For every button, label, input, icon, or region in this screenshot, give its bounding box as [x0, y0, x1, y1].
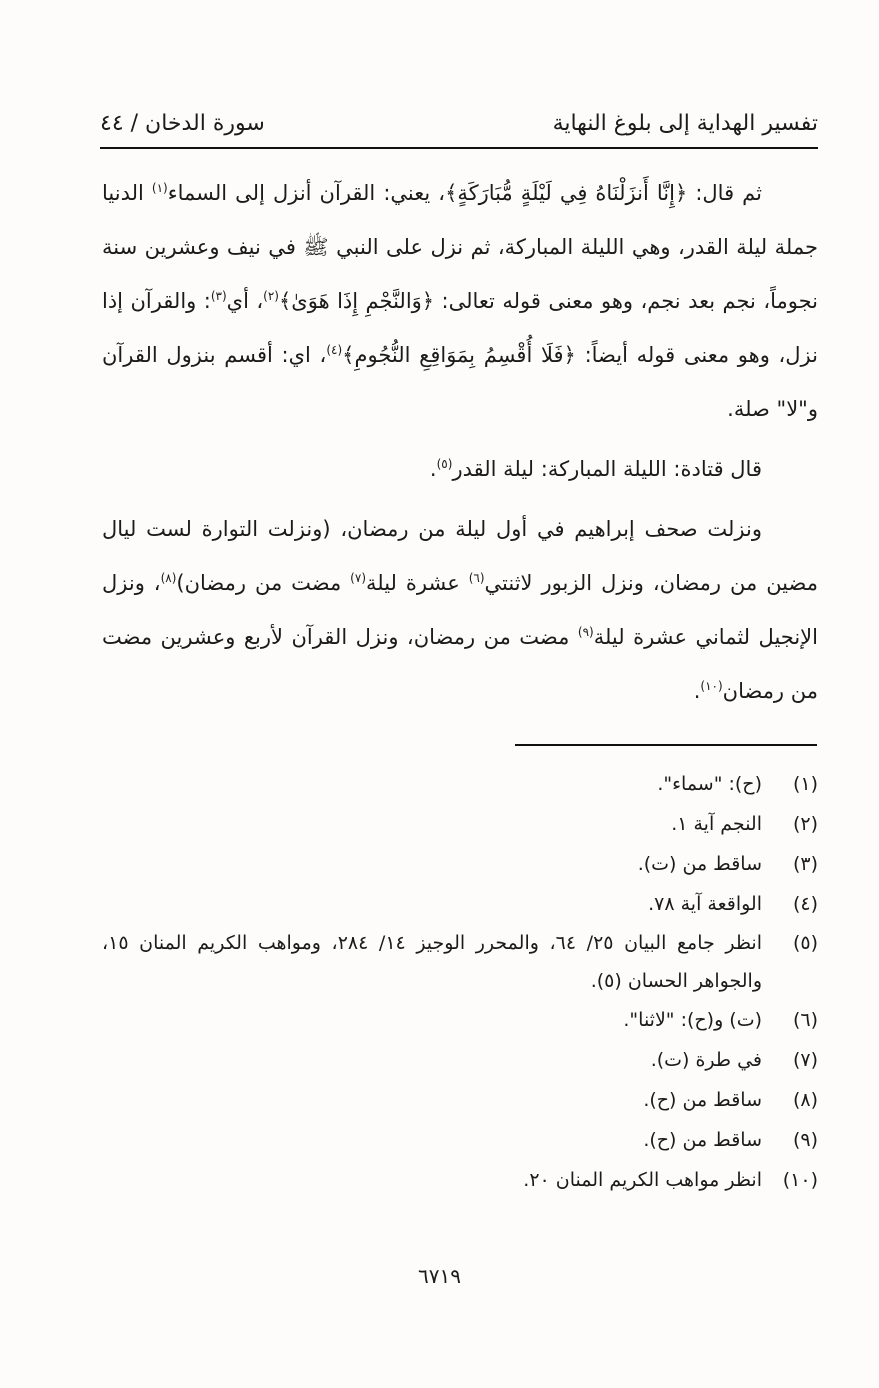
text-run: : والقرآن إذا نزل، وهو معنى قوله أيضاً:	[102, 289, 818, 367]
footnote-number: (٥)	[792, 932, 818, 954]
book-title: تفسير الهداية إلى بلوغ النهاية	[552, 111, 818, 136]
footnote-item	[102, 804, 818, 844]
paragraph-2	[102, 442, 818, 496]
footnote-item	[102, 1120, 818, 1160]
text-run: .	[693, 679, 701, 703]
text-run: ، اي: أقسم بنزول القرآن و"لا" صلة.	[102, 343, 818, 421]
footnote-ref-3[interactable]: (٣)	[210, 289, 227, 303]
quran-verse-1: ﴿إِنَّا أَنزَلْنَاهُ فِي لَيْلَةٍ مُّبَارَكَةٍ﴾	[445, 181, 688, 205]
text-run: الدنيا جملة ليلة القدر، وهي الليلة المباركة، ثم نزل على النبي ﷺ في نيف وعشرين سنة نجوماً، نجم بعد نجم، وهو معنى قوله تعالى:	[102, 181, 818, 313]
footnote-number: (٩)	[792, 1129, 818, 1151]
footnote-number: (٧)	[792, 1049, 818, 1071]
footnote-number: (٦)	[792, 1009, 818, 1031]
footnote-separator	[515, 744, 817, 746]
footnote-number: (٢)	[792, 813, 818, 835]
footnote-item	[102, 1160, 818, 1200]
quran-verse-3: ﴿فَلَا أُقْسِمُ بِمَوَاقِعِ النُّجُومِ﴾	[342, 343, 576, 367]
text-run: مضت من رمضان)	[176, 571, 351, 595]
text-run: مضت من رمضان، ونزل القرآن لأربع وعشرين مضت من رمضان	[102, 625, 818, 703]
paragraph-3	[102, 502, 818, 718]
footnote-ref-10[interactable]: (١٠)	[700, 679, 723, 693]
footnote-ref-1[interactable]: (١)	[151, 181, 168, 195]
footnote-ref-6[interactable]: (٦)	[468, 571, 485, 585]
footnote-text: انظر مواهب الكريم المنان ٢٠.	[523, 1169, 762, 1191]
page-number: ٦٧١٩	[418, 1264, 461, 1288]
footnote-text: ساقط من (ح).	[643, 1129, 762, 1151]
footnote-text: (ت) و(ح): "لاثنا".	[623, 1009, 762, 1031]
footnote-number: (٨)	[792, 1089, 818, 1111]
footnote-ref-7[interactable]: (٧)	[350, 571, 366, 585]
footnote-item	[102, 884, 818, 924]
header-rule	[100, 147, 818, 149]
footnote-ref-4[interactable]: (٤)	[326, 343, 343, 357]
footnote-text: ساقط من (ح).	[643, 1089, 762, 1111]
surah-label: سورة الدخان / ٤٤	[100, 111, 265, 136]
footnote-text: انظر جامع البيان ٢٥/ ٦٤، والمحرر الوجيز ١٤/ ٢٨٤، ومواهب الكريم المنان ١٥، والجواهر الحسان (٥).	[102, 932, 762, 992]
footnotes	[102, 764, 818, 1200]
footnote-item	[102, 844, 818, 884]
text-run: ، أي	[226, 289, 264, 313]
footnote-text: ساقط من (ت).	[637, 853, 762, 875]
footnote-number: (٤)	[792, 893, 818, 915]
footnote-text: في طرة (ت).	[650, 1049, 762, 1071]
footnote-ref-8[interactable]: (٨)	[160, 571, 177, 585]
footnote-number: (١)	[792, 773, 818, 795]
text-run: عشرة ليلة	[366, 571, 469, 595]
text-run: قال قتادة: الليلة المباركة: ليلة القدر	[452, 457, 762, 481]
footnote-item	[102, 764, 818, 804]
quran-verse-2: ﴿وَالنَّجْمِ إِذَا هَوَىٰ﴾	[278, 289, 435, 313]
footnote-item	[102, 1000, 818, 1040]
footnote-number: (٣)	[792, 853, 818, 875]
running-header	[100, 103, 818, 149]
footnote-text: الواقعة آية ٧٨.	[648, 893, 762, 915]
footnote-ref-5[interactable]: (٥)	[436, 457, 453, 471]
footnote-number: (١٠)	[782, 1169, 818, 1191]
footnote-ref-2[interactable]: (٢)	[263, 289, 279, 303]
footnote-text: (ح): "سماء".	[657, 773, 762, 795]
text-run: ونزلت صحف إبراهيم في أول ليلة من رمضان، (ونزلت التوارة لست ليال مضين من رمضان، ونزل الزبور لاثنتي	[102, 517, 818, 595]
text-run: ، ونزل الإنجيل لثماني عشرة ليلة	[102, 571, 818, 649]
footnote-text: النجم آية ١.	[671, 813, 762, 835]
footnote-item	[102, 1040, 818, 1080]
text-run: ثم قال:	[687, 181, 762, 205]
footnote-ref-9[interactable]: (٩)	[577, 625, 594, 639]
main-text	[102, 166, 818, 718]
paragraph-1	[102, 166, 818, 436]
text-run: ، يعني: القرآن أنزل إلى السماء	[167, 181, 446, 205]
footnote-item	[102, 1080, 818, 1120]
text-run: .	[429, 457, 437, 481]
footnote-item	[102, 924, 818, 1000]
